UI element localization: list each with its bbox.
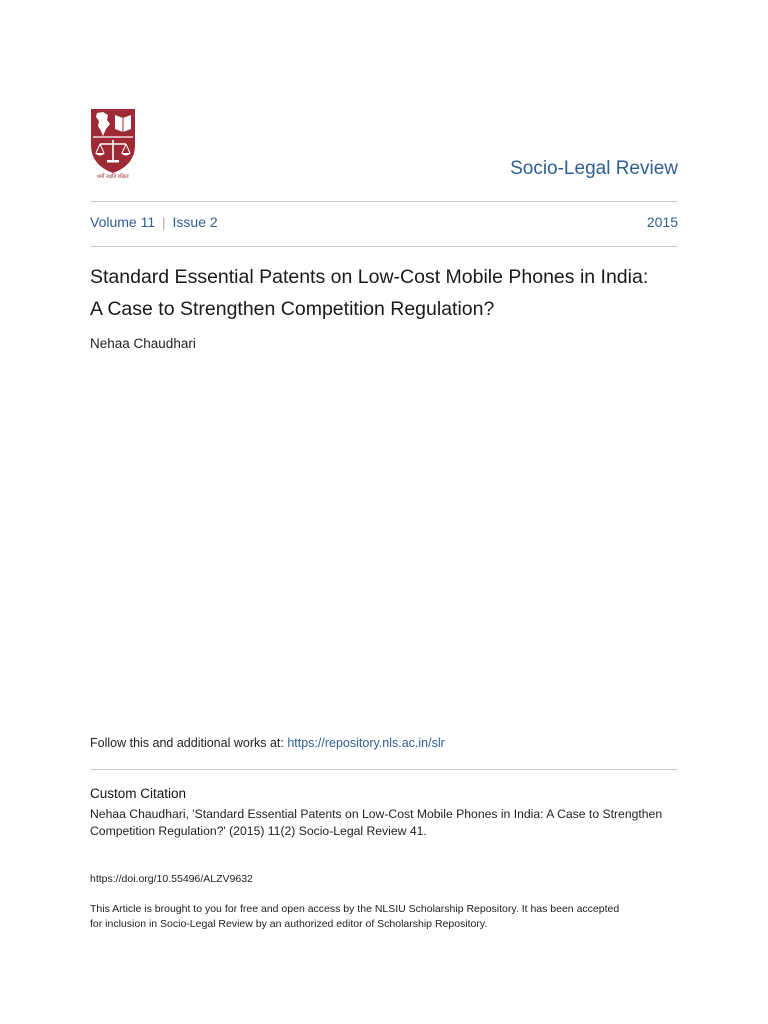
article-author: Nehaa Chaudhari <box>90 336 196 351</box>
follow-line <box>90 736 445 750</box>
doi-link[interactable]: https://doi.org/10.55496/ALZV9632 <box>90 873 253 885</box>
issue-info-bar <box>90 214 678 230</box>
access-notice <box>90 902 670 931</box>
header-divider <box>90 201 678 202</box>
year-link[interactable]: 2015 <box>646 214 678 230</box>
repository-link[interactable]: https://repository.nls.ac.in/slr <box>287 736 445 750</box>
access-notice-line2: for inclusion in Socio-Legal Review by an authorized editor of Scholarship Repository. <box>90 917 488 930</box>
follow-text: Follow this and additional works at: <box>90 736 288 750</box>
issue-link[interactable]: Issue 2 <box>172 214 218 230</box>
institution-logo <box>89 107 137 179</box>
citation-body <box>90 806 680 840</box>
logo-motto: धर्मो रक्षति रक्षितः <box>96 174 130 179</box>
citation-line1: Nehaa Chaudhari, 'Standard Essential Patents on Low-Cost Mobile Phones in India: A Case to Strengthen <box>90 807 663 821</box>
article-title-line1: Standard Essential Patents on Low-Cost Mobile Phones in India: <box>90 266 649 288</box>
article-title-line2: A Case to Strengthen Competition Regulation? <box>90 298 495 320</box>
issue-separator: | <box>162 214 166 230</box>
scales-of-justice-icon <box>89 107 137 179</box>
article-title <box>90 261 690 325</box>
citation-heading: Custom Citation <box>90 786 187 801</box>
access-notice-line1: This Article is brought to you for free and open access by the NLSIU Scholarship Repository. It has been accepted <box>90 903 620 915</box>
journal-title-link[interactable]: Socio-Legal Review <box>510 158 678 179</box>
citation-line2: Competition Regulation?' (2015) 11(2) Socio-Legal Review 41. <box>90 824 427 838</box>
citation-divider <box>90 769 678 770</box>
volume-link[interactable]: Volume 11 <box>90 214 156 230</box>
issue-divider <box>90 246 678 247</box>
